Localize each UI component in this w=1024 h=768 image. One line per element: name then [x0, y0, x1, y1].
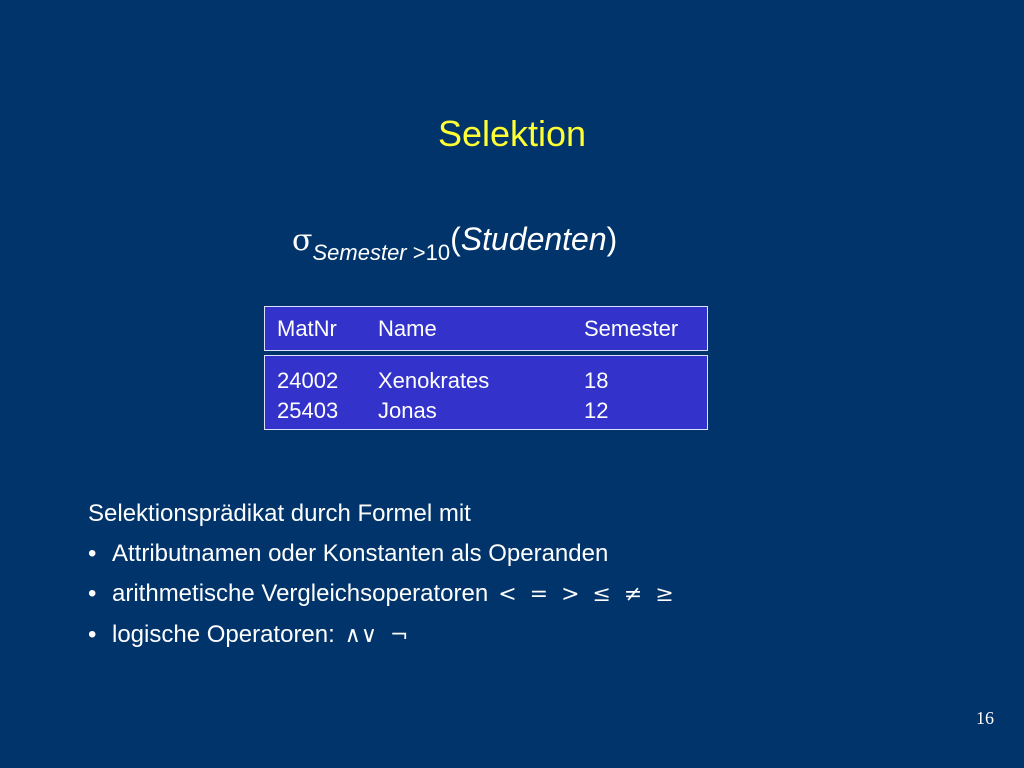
table-row [265, 396, 707, 426]
bullet-icon: • [88, 580, 97, 607]
header-row [265, 314, 707, 344]
cell-name: Xenokrates [378, 368, 490, 393]
bullet-item [88, 574, 674, 615]
slide-title: Selektion [437, 113, 587, 154]
page-number: 16 [976, 708, 994, 728]
intro-text: Selektionsprädikat durch Formel mit [88, 500, 471, 527]
bullet-item [88, 534, 674, 574]
bullet-text: Attributnamen oder Konstanten als Operanden [112, 540, 609, 567]
bullet-icon: • [88, 621, 97, 648]
content-block [88, 494, 674, 656]
table-row [265, 366, 707, 396]
comparison-operators: < = > ≤ ≠ ≥ [498, 582, 674, 607]
bullet-item [88, 615, 674, 656]
selection-formula [292, 214, 617, 264]
sigma-operator: σ [292, 223, 313, 258]
header-matnr: MatNr [277, 316, 337, 341]
table-header [264, 306, 708, 351]
header-semester: Semester [584, 316, 679, 341]
cell-semester: 18 [584, 368, 609, 393]
bullet-text: logische Operatoren: [112, 621, 335, 648]
cell-matnr: 24002 [277, 368, 339, 393]
cell-semester: 12 [584, 398, 609, 423]
relation-name: Studenten [460, 221, 607, 257]
bullet-icon: • [88, 540, 97, 567]
predicate-attribute: Semester [312, 240, 407, 265]
open-paren: ( [450, 221, 461, 257]
cell-name: Jonas [378, 398, 437, 423]
predicate-comparison: >10 [406, 240, 451, 265]
table-body [264, 355, 708, 430]
cell-matnr: 25403 [277, 398, 339, 423]
bullet-text: arithmetische Vergleichsoperatoren [112, 580, 489, 607]
header-name: Name [378, 316, 437, 341]
selection-predicate [312, 240, 450, 265]
close-paren: ) [606, 221, 618, 257]
logical-operators: ∧∨ ¬ [344, 623, 409, 648]
